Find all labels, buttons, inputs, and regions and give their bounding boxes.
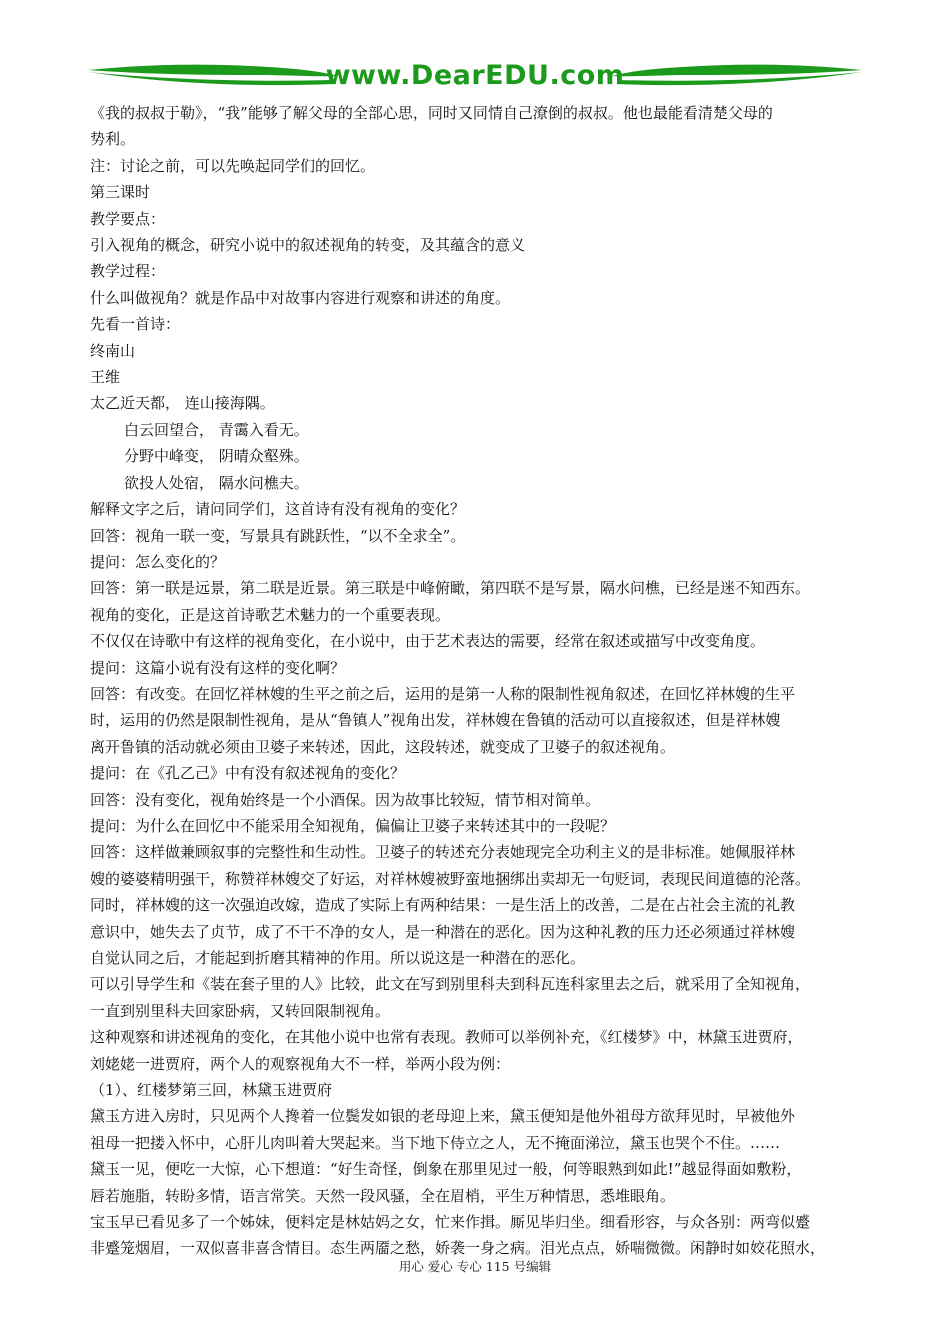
text-line: 黛玉一见，便吃一大惊，心下想道：“好生奇怪，倒象在那里见过一般，何等眼熟到如此!”越显得面如敷粉， [90,1160,802,1179]
text-line: 回答：没有变化，视角始终是一个小酒保。因为故事比较短，情节相对简单。 [90,790,601,809]
poem-line: 欲投人处宿， 隔水问樵夫。 [124,473,309,492]
text-line: 一直到别里科夫回家卧病，又转回限制视角。 [90,1001,391,1020]
text-line: 提问：在《孔乙己》中有没有叙述视角的变化？ [90,764,406,783]
text-line: 回答：第一联是远景，第二联是近景。第三联是中峰俯瞰，第四联不是写景，隔水问樵，已经是迷不知西东。 [90,579,811,598]
poem-title: 终南山 [90,341,136,360]
text-line: 注：讨论之前，可以先唤起同学们的回忆。 [90,156,376,175]
text-line: 同时，祥林嫂的这一次强迫改嫁，造成了实际上有两种结果：一是生活上的改善，二是在占社会主流的礼教 [90,896,796,915]
text-line: 提问：怎么变化的？ [90,552,226,571]
text-line: 视角的变化，正是这首诗歌艺术魅力的一个重要表现。 [90,605,451,624]
text-line: 嫂的婆婆精明强干，称赞祥林嫂交了好运，对祥林嫂被野蛮地捆绑出卖却无一句贬词，表现民间道德的沦落。 [90,869,811,888]
text-line: 离开鲁镇的活动就必须由卫婆子来转述，因此，这段转述，就变成了卫婆子的叙述视角。 [90,737,676,756]
text-line: 时，运用的仍然是限制性视角，是从“鲁镇人”视角出发，祥林嫂在鲁镇的活动可以直接叙述，但是祥林嫂 [90,711,781,730]
poem-line: 分野中峰变， 阴晴众壑殊。 [124,447,309,466]
document-body [90,100,865,1262]
site-logo-text: www.DearEDU.com [325,60,625,91]
text-line: 宝玉早已看见多了一个姊妹，便料定是林姑妈之女，忙来作揖。厮见毕归坐。细看形容，与众各别：两弯似蹙 [90,1213,811,1232]
text-line: 意识中，她失去了贞节，成了不干不净的女人，是一种潜在的恶化。因为这种礼教的压力还必须通过祥林嫂 [90,922,796,941]
text-line: 什么叫做视角？就是作品中对故事内容进行观察和讲述的角度。 [90,288,511,307]
text-line: 回答：有改变。在回忆祥林嫂的生平之前之后，运用的是第一人称的限制性视角叙述，在回忆祥林嫂的生平 [90,684,796,703]
text-line: 回答：视角一联一变，写景具有跳跃性，“以不全求全”。 [90,526,466,545]
site-banner [88,58,862,98]
poem-line: 太乙近天都， 连山接海隅。 [90,394,275,413]
text-line: 不仅仅在诗歌中有这样的视角变化，在小说中，由于艺术表达的需要，经常在叙述或描写中改变角度。 [90,632,766,651]
text-line: 教学要点： [90,209,166,228]
text-line: （1）、红楼梦第三回，林黛玉进贾府 [90,1081,333,1100]
poem-line: 白云回望合， 青霭入看无。 [124,420,309,439]
text-line: 非蹙笼烟眉，一双似喜非喜含情目。态生两靥之愁，娇袭一身之病。泪光点点，娇喘微微。闲静时如姣花照水， [90,1239,826,1258]
text-line: 引入视角的概念，研究小说中的叙述视角的转变，及其蕴含的意义 [90,236,526,255]
text-line: 先看一首诗： [90,315,181,334]
text-line: 提问：这篇小说有没有这样的变化啊？ [90,658,346,677]
text-line: 自觉认同之后，才能起到折磨其精神的作用。所以说这是一种潜在的恶化。 [90,949,586,967]
poem-author: 王维 [90,368,121,387]
text-line: 回答：这样做兼顾叙事的完整性和生动性。卫婆子的转述充分表她现完全功利主义的是非标准。她佩服祥林 [90,843,796,862]
text-line: 黛玉方进入房时，只见两个人搀着一位鬓发如银的老母迎上来，黛玉便知是他外祖母方欲拜见时，早被他外 [90,1107,796,1126]
text-line: 可以引导学生和《装在套子里的人》比较，此文在写到别里科夫到科瓦连科家里去之后，就采用了全知视角， [90,975,811,994]
text-line: 祖母一把搂入怀中，心肝儿肉叫着大哭起来。当下地下侍立之人，无不掩面涕泣，黛玉也哭个不住。…… [90,1133,781,1152]
text-line: 提问：为什么在回忆中不能采用全知视角，偏偏让卫婆子来转述其中的一段呢？ [90,816,616,835]
text-line: 这种观察和讲述视角的变化，在其他小说中也常有表现。教师可以举例补充，《红楼梦》中，林黛玉进贾府， [90,1028,803,1047]
text-line: 势利。 [90,130,136,149]
text-line: 唇若施脂，转盼多情，语言常笑。天然一段风骚，全在眉梢，平生万种情思，悉堆眼角。 [90,1186,676,1205]
page-footer: 用心 爱心 专心 115 号编辑 [398,1259,552,1274]
text-line: 教学过程： [90,262,166,281]
text-line: 《我的叔叔于勒》，“我”能够了解父母的全部心思，同时又同情自己潦倒的叔叔。他也最能看清楚父母的 [90,104,773,122]
section-heading: 第三课时 [90,183,151,202]
text-line: 刘姥姥一进贾府，两个人的观察视角大不一样，举两小段为例： [90,1054,511,1073]
text-line: 解释文字之后，请问同学们，这首诗有没有视角的变化？ [90,500,466,519]
